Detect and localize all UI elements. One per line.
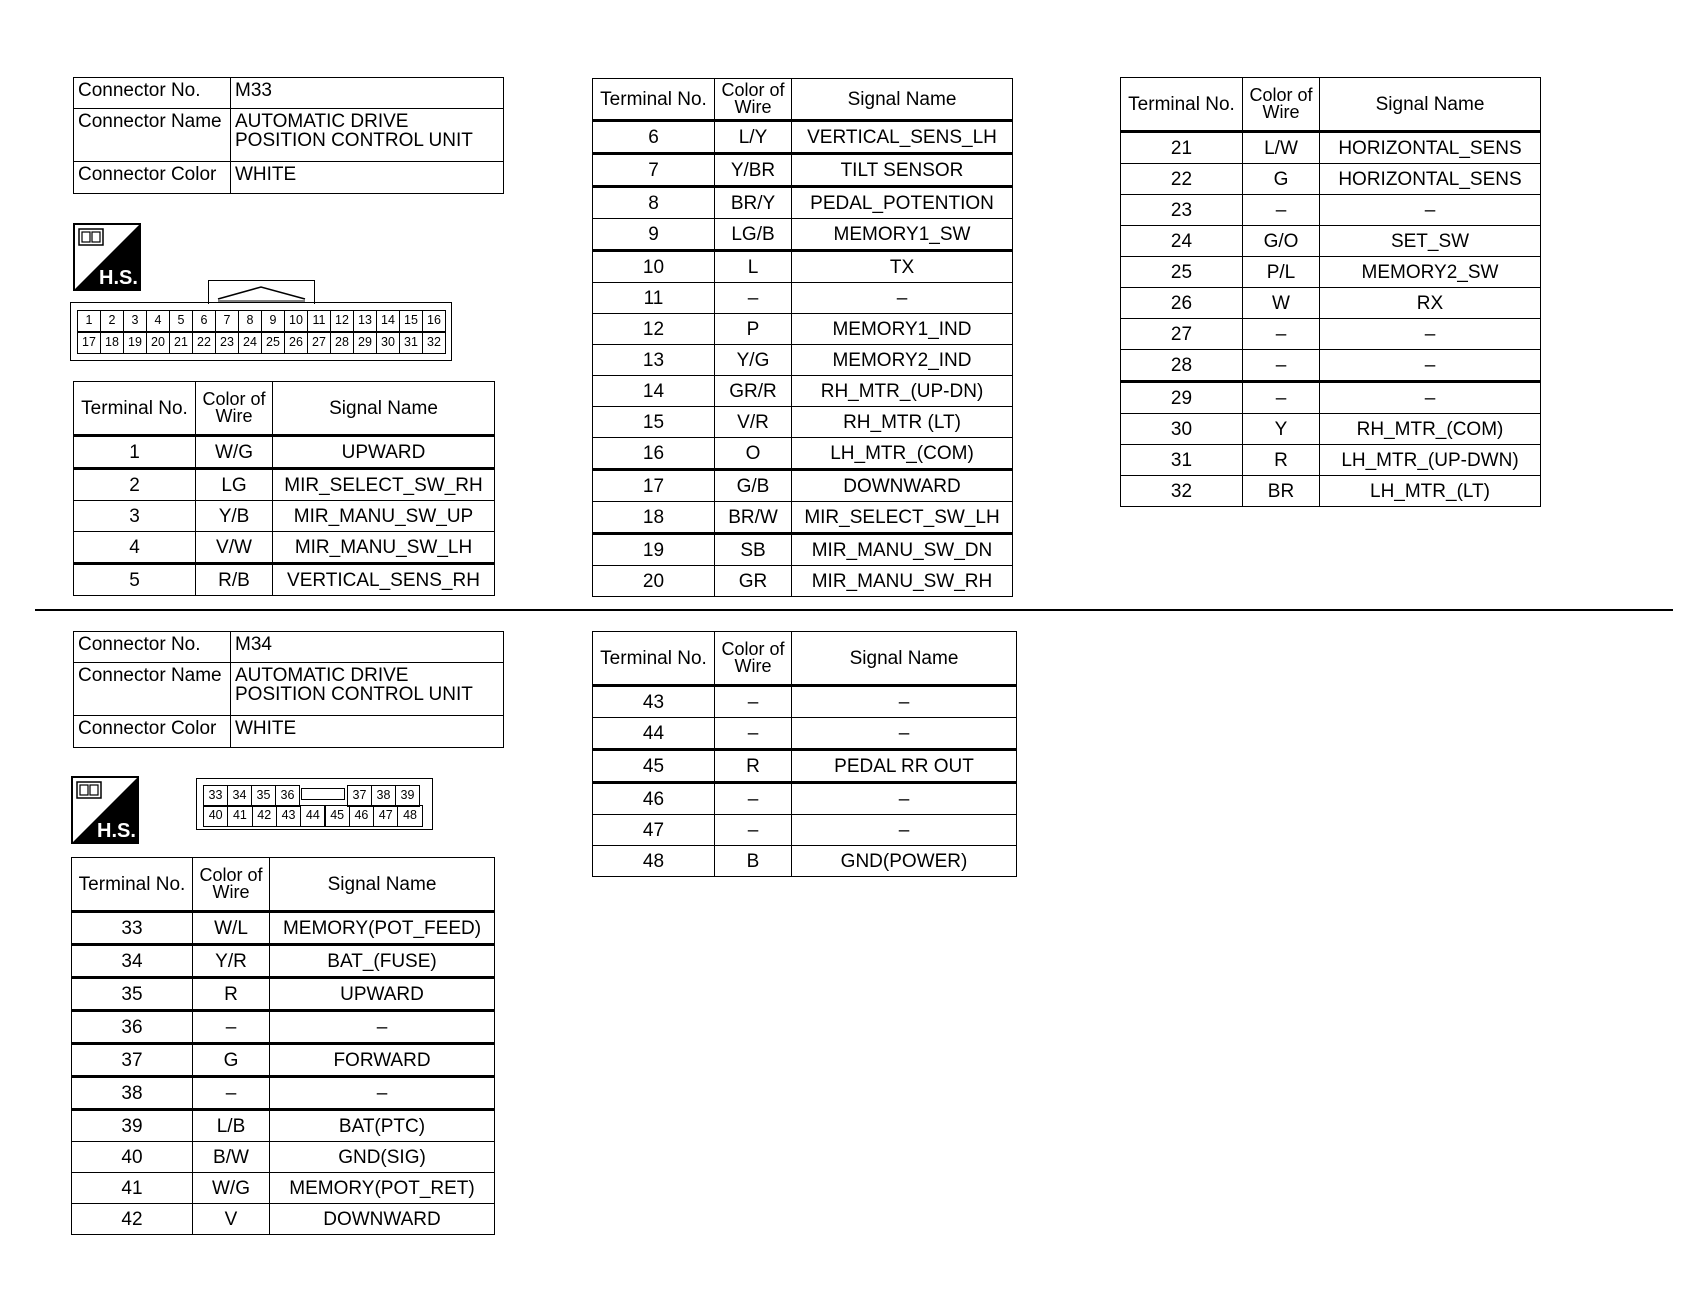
- header-signal-name: Signal Name: [792, 79, 1013, 121]
- table-row: 1 W/G UPWARD: [74, 436, 495, 469]
- table-row: 14 GR/R RH_MTR_(UP-DN): [593, 376, 1013, 407]
- connector-pin: 28: [330, 332, 354, 354]
- table-row: 11 – –: [593, 283, 1013, 314]
- connector-pin: 34: [227, 785, 252, 807]
- connector-pin: 12: [330, 310, 354, 332]
- connector-pin: 5: [169, 310, 193, 332]
- table-row: 23 – –: [1121, 195, 1541, 226]
- header-terminal-no: Terminal No.: [74, 382, 196, 436]
- connector-pin: 8: [238, 310, 262, 332]
- m34-connector-info: [73, 631, 504, 748]
- hs-label: H.S.: [99, 267, 138, 289]
- table-row: 12 P MEMORY1_IND: [593, 314, 1013, 345]
- header-terminal-no: Terminal No.: [593, 632, 715, 686]
- header-color-of-wire: Color of Wire: [193, 858, 270, 912]
- harness-side-icon: [71, 776, 139, 844]
- m34-terminal-table-2: [592, 631, 1017, 877]
- connector-pin: 7: [215, 310, 239, 332]
- table-row: 42 V DOWNWARD: [72, 1204, 495, 1235]
- connector-pin: 36: [275, 785, 300, 807]
- connector-pin: 1: [77, 310, 101, 332]
- connector-pin: 6: [192, 310, 216, 332]
- table-row: 40 B/W GND(SIG): [72, 1142, 495, 1173]
- connector-pin: 48: [397, 805, 422, 827]
- table-row: 33 W/L MEMORY(POT_FEED): [72, 912, 495, 945]
- connector-pin: 10: [284, 310, 308, 332]
- table-row: 27 – –: [1121, 319, 1541, 350]
- header-terminal-no: Terminal No.: [593, 79, 715, 121]
- table-row: 21 L/W HORIZONTAL_SENS: [1121, 132, 1541, 164]
- m33-connector-info: [73, 77, 504, 194]
- connector-no-value: M34: [231, 632, 504, 663]
- connector-name-value: AUTOMATIC DRIVE POSITION CONTROL UNIT: [231, 109, 504, 162]
- connector-pin: 23: [215, 332, 239, 354]
- connector-pin: 15: [399, 310, 423, 332]
- connector-pin: 11: [307, 310, 331, 332]
- connector-pin: 41: [227, 805, 252, 827]
- header-terminal-no: Terminal No.: [1121, 78, 1243, 132]
- table-row: 38 – –: [72, 1077, 495, 1110]
- connector-pin: 35: [251, 785, 276, 807]
- table-row: 18 BR/W MIR_SELECT_SW_LH: [593, 502, 1013, 534]
- table-row: 32 BR LH_MTR_(LT): [1121, 476, 1541, 507]
- table-row: 6 L/Y VERTICAL_SENS_LH: [593, 121, 1013, 154]
- connector-no-label: Connector No.: [74, 78, 231, 109]
- connector-pin: 19: [123, 332, 147, 354]
- table-row: 46 – –: [593, 783, 1017, 815]
- table-row: 8 BR/Y PEDAL_POTENTION: [593, 187, 1013, 219]
- connector-pin: 40: [203, 805, 228, 827]
- table-row: 22 G HORIZONTAL_SENS: [1121, 164, 1541, 195]
- section-divider: [35, 609, 1673, 611]
- table-row: 2 LG MIR_SELECT_SW_RH: [74, 469, 495, 501]
- table-row: 10 L TX: [593, 251, 1013, 283]
- connector-color-value: WHITE: [231, 162, 504, 194]
- connector-pin: 25: [261, 332, 285, 354]
- lock-tab-chevron-icon: [215, 283, 308, 303]
- table-row: 19 SB MIR_MANU_SW_DN: [593, 534, 1013, 566]
- table-row: 13 Y/G MEMORY2_IND: [593, 345, 1013, 376]
- table-row: 47 – –: [593, 815, 1017, 846]
- connector-pin: 43: [276, 805, 301, 827]
- table-row: 3 Y/B MIR_MANU_SW_UP: [74, 501, 495, 532]
- connector-pin: 31: [399, 332, 423, 354]
- connector-pin: 26: [284, 332, 308, 354]
- connector-pin: 3: [123, 310, 147, 332]
- connector-pin: 21: [169, 332, 193, 354]
- table-row: 30 Y RH_MTR_(COM): [1121, 414, 1541, 445]
- table-row: 7 Y/BR TILT SENSOR: [593, 154, 1013, 187]
- table-row: 26 W RX: [1121, 288, 1541, 319]
- table-row: 15 V/R RH_MTR (LT): [593, 407, 1013, 438]
- table-row: 43 – –: [593, 686, 1017, 718]
- header-color-of-wire: Color of Wire: [715, 632, 792, 686]
- hs-label: H.S.: [97, 820, 136, 842]
- header-signal-name: Signal Name: [270, 858, 495, 912]
- m33-terminal-table-3: [1120, 77, 1541, 507]
- connector-pin: 4: [146, 310, 170, 332]
- table-row: 34 Y/R BAT_(FUSE): [72, 945, 495, 978]
- connector-pin: 47: [373, 805, 398, 827]
- table-row: 29 – –: [1121, 382, 1541, 414]
- table-row: 36 – –: [72, 1011, 495, 1044]
- connector-no-label: Connector No.: [74, 632, 231, 663]
- table-row: 41 W/G MEMORY(POT_RET): [72, 1173, 495, 1204]
- connector-pin: 9: [261, 310, 285, 332]
- header-color-of-wire: Color of Wire: [1243, 78, 1320, 132]
- connector-color-label: Connector Color: [74, 716, 231, 748]
- m33-terminal-table-1: [73, 381, 495, 596]
- connector-key-slot: [301, 788, 345, 800]
- m34-terminal-table-1: [71, 857, 495, 1235]
- connector-pin: 14: [376, 310, 400, 332]
- connector-pin: 24: [238, 332, 262, 354]
- table-row: 24 G/O SET_SW: [1121, 226, 1541, 257]
- header-signal-name: Signal Name: [1320, 78, 1541, 132]
- connector-pin: 37: [347, 785, 372, 807]
- connector-pin: 18: [100, 332, 124, 354]
- table-row: 44 – –: [593, 718, 1017, 750]
- table-row: 4 V/W MIR_MANU_SW_LH: [74, 532, 495, 564]
- connector-name-value: AUTOMATIC DRIVE POSITION CONTROL UNIT: [231, 663, 504, 716]
- table-row: 20 GR MIR_MANU_SW_RH: [593, 566, 1013, 597]
- connector-pin: 32: [422, 332, 446, 354]
- table-row: 35 R UPWARD: [72, 978, 495, 1011]
- table-row: 25 P/L MEMORY2_SW: [1121, 257, 1541, 288]
- header-terminal-no: Terminal No.: [72, 858, 193, 912]
- header-signal-name: Signal Name: [792, 632, 1017, 686]
- table-row: 48 B GND(POWER): [593, 846, 1017, 877]
- header-color-of-wire: Color of Wire: [196, 382, 273, 436]
- table-row: 37 G FORWARD: [72, 1044, 495, 1077]
- table-row: 39 L/B BAT(PTC): [72, 1110, 495, 1142]
- connector-pin: 16: [422, 310, 446, 332]
- table-row: 9 LG/B MEMORY1_SW: [593, 219, 1013, 251]
- connector-color-label: Connector Color: [74, 162, 231, 194]
- connector-pin: 39: [395, 785, 420, 807]
- connector-name-label: Connector Name: [74, 109, 231, 162]
- connector-pin: 2: [100, 310, 124, 332]
- connector-pin: 20: [146, 332, 170, 354]
- connector-pin: 22: [192, 332, 216, 354]
- header-signal-name: Signal Name: [273, 382, 495, 436]
- header-color-of-wire: Color of Wire: [715, 79, 792, 121]
- connector-pin: 30: [376, 332, 400, 354]
- connector-no-value: M33: [231, 78, 504, 109]
- table-row: 5 R/B VERTICAL_SENS_RH: [74, 564, 495, 596]
- table-row: 31 R LH_MTR_(UP-DWN): [1121, 445, 1541, 476]
- m33-terminal-table-2: [592, 78, 1013, 597]
- connector-pin: 45: [325, 805, 350, 827]
- connector-pin: 42: [252, 805, 277, 827]
- connector-color-value: WHITE: [231, 716, 504, 748]
- table-row: 28 – –: [1121, 350, 1541, 382]
- connector-name-label: Connector Name: [74, 663, 231, 716]
- connector-pin: 33: [203, 785, 228, 807]
- table-row: 45 R PEDAL RR OUT: [593, 750, 1017, 783]
- connector-pin: 46: [349, 805, 374, 827]
- connector-pin: 29: [353, 332, 377, 354]
- table-row: 17 G/B DOWNWARD: [593, 470, 1013, 502]
- table-row: 16 O LH_MTR_(COM): [593, 438, 1013, 470]
- connector-pin: 38: [371, 785, 396, 807]
- connector-pin: 13: [353, 310, 377, 332]
- connector-pin: 17: [77, 332, 101, 354]
- connector-pin: 27: [307, 332, 331, 354]
- harness-side-icon: [73, 223, 141, 291]
- connector-pin: 44: [300, 805, 325, 827]
